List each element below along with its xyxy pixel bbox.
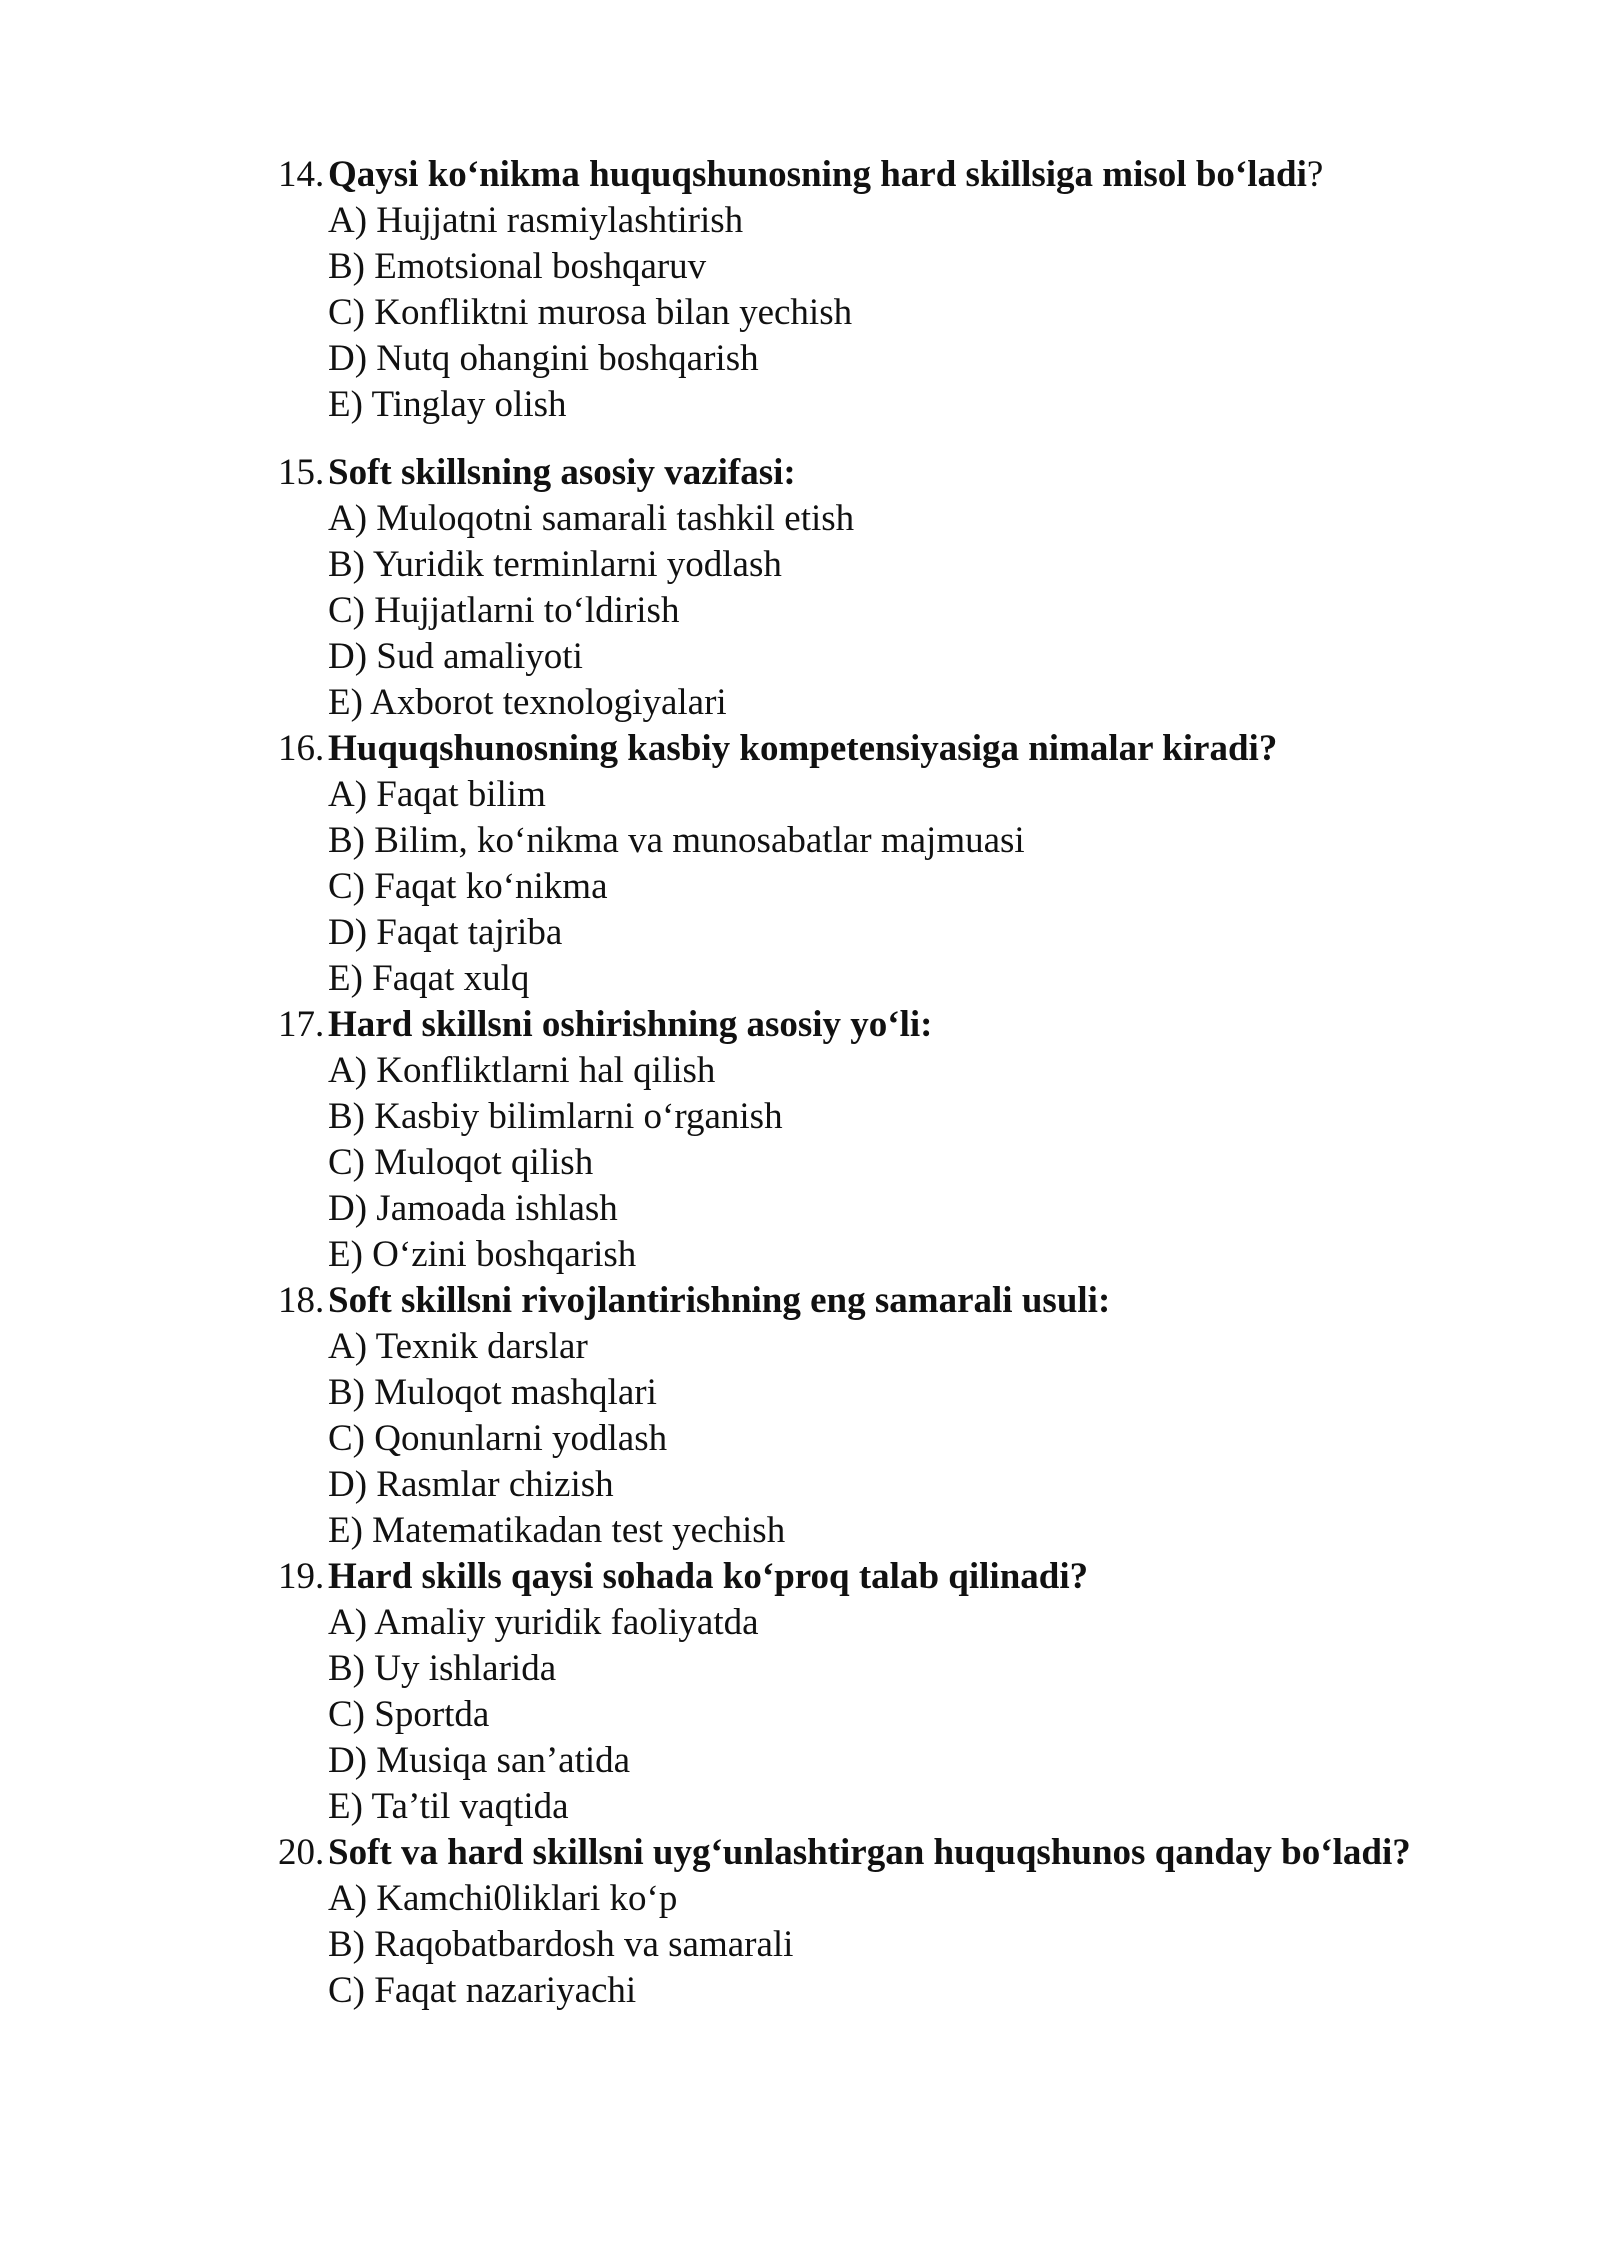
answer-option: C) Faqat ko‘nikma (328, 866, 608, 907)
answer-option: B) Muloqot mashqlari (328, 1372, 657, 1413)
answer-option: A) Texnik darslar (328, 1326, 588, 1367)
answer-option: E) Tinglay olish (328, 384, 567, 425)
answer-option: B) Yuridik terminlarni yodlash (328, 544, 782, 585)
question-text: Huquqshunosning kasbiy kompetensiyasiga nimalar kiradi? (328, 728, 1278, 769)
answer-option: A) Amaliy yuridik faoliyatda (328, 1602, 759, 1643)
question-suffix: ? (1306, 154, 1324, 195)
question-heading (278, 450, 1518, 496)
answer-option: B) Emotsional boshqaruv (328, 246, 707, 287)
answer-option: C) Sportda (328, 1694, 490, 1735)
answer-option: B) Kasbiy bilimlarni o‘rganish (328, 1096, 783, 1137)
answer-options (278, 198, 1518, 428)
answer-option: E) Ta’til vaqtida (328, 1786, 569, 1827)
question-19 (278, 1554, 1518, 1830)
answer-option: B) Bilim, ko‘nikma va munosabatlar majmuasi (328, 820, 1025, 861)
question-20 (278, 1830, 1518, 2014)
answer-option: D) Musiqa san’atida (328, 1740, 631, 1781)
answer-option: C) Qonunlarni yodlash (328, 1418, 668, 1459)
answer-option: C) Faqat nazariyachi (328, 1970, 637, 2011)
answer-option: C) Hujjatlarni to‘ldirish (328, 590, 680, 631)
answer-options (278, 1048, 1518, 1278)
answer-option: E) Matematikadan test yechish (328, 1510, 786, 1551)
answer-option: D) Nutq ohangini boshqarish (328, 338, 759, 379)
question-text: Soft va hard skillsni uyg‘unlashtirgan huquqshunos qanday bo‘ladi? (328, 1832, 1411, 1873)
question-text: Hard skills qaysi sohada ko‘proq talab qilinadi? (328, 1556, 1089, 1597)
quiz-questions (278, 152, 1518, 2014)
answer-option: D) Faqat tajriba (328, 912, 563, 953)
question-text: Hard skillsni oshirishning asosiy yo‘li: (328, 1004, 933, 1045)
question-16 (278, 726, 1518, 1002)
question-number: 19. (278, 1556, 325, 1597)
question-15 (278, 450, 1518, 726)
question-heading (278, 726, 1518, 772)
question-text: Qaysi ko‘nikma huquqshunosning hard skillsiga misol bo‘ladi (328, 154, 1307, 195)
answer-option: B) Raqobatbardosh va samarali (328, 1924, 794, 1965)
question-number: 14. (278, 154, 325, 195)
question-18 (278, 1278, 1518, 1554)
question-heading (278, 1830, 1518, 1876)
question-14 (278, 152, 1518, 428)
answer-option: A) Konfliktlarni hal qilish (328, 1050, 716, 1091)
answer-option: A) Hujjatni rasmiylashtirish (328, 200, 744, 241)
answer-option: E) O‘zini boshqarish (328, 1234, 637, 1275)
answer-option: A) Kamchi0liklari ko‘p (328, 1878, 678, 1919)
answer-option: A) Faqat bilim (328, 774, 546, 815)
question-number: 17. (278, 1004, 325, 1045)
answer-option: D) Rasmlar chizish (328, 1464, 614, 1505)
question-heading (278, 1002, 1518, 1048)
answer-options (278, 1600, 1518, 1830)
question-17 (278, 1002, 1518, 1278)
answer-option: A) Muloqotni samarali tashkil etish (328, 498, 855, 539)
question-number: 16. (278, 728, 325, 769)
question-heading (278, 1278, 1518, 1324)
question-text: Soft skillsni rivojlantirishning eng samarali usuli: (328, 1280, 1111, 1321)
answer-option: C) Konfliktni murosa bilan yechish (328, 292, 853, 333)
answer-option: C) Muloqot qilish (328, 1142, 594, 1183)
question-number: 18. (278, 1280, 325, 1321)
answer-option: D) Sud amaliyoti (328, 636, 583, 677)
answer-options (278, 1876, 1518, 2014)
answer-option: B) Uy ishlarida (328, 1648, 557, 1689)
answer-options (278, 772, 1518, 1002)
answer-options (278, 496, 1518, 726)
answer-option: E) Faqat xulq (328, 958, 530, 999)
answer-option: D) Jamoada ishlash (328, 1188, 618, 1229)
question-heading (278, 152, 1518, 198)
answer-options (278, 1324, 1518, 1554)
answer-option: E) Axborot texnologiyalari (328, 682, 727, 723)
question-text: Soft skillsning asosiy vazifasi: (328, 452, 796, 493)
question-number: 15. (278, 452, 325, 493)
question-number: 20. (278, 1832, 325, 1873)
question-heading (278, 1554, 1518, 1600)
